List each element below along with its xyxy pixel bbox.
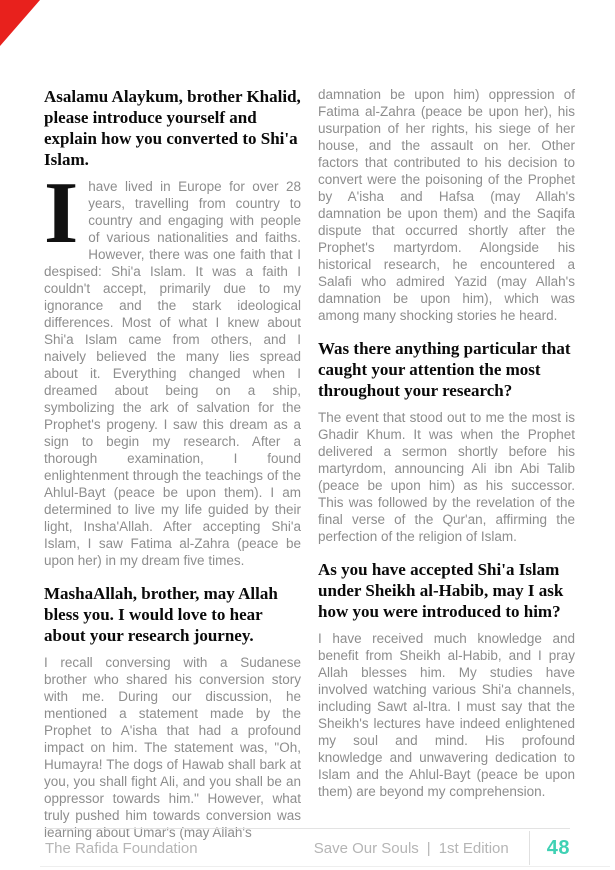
left-column <box>44 86 301 854</box>
question-3-heading: Was there anything particular that caught your attention the most throughout your research? <box>318 339 571 400</box>
footer <box>45 832 570 864</box>
answer-2-continued-paragraph: damnation be upon him) oppression of Fatima al-Zahra (peace be upon her), his usurpation of her rights, his siege of her house, and the assault on her. Other factors that contributed to his decision to convert were the poisoning of the Prophet by A'isha and Hafsa (may Allah's damnation be upon them) and the Saqifa dispute that occurred shortly after the Prophet's martyrdom. Alongside his historical research, he encountered a Salafi who admired Yazid (may Allah's damnation be upon him), which was among many shocking stories he heard. <box>318 87 575 323</box>
footer-edition: 1st Edition <box>438 839 509 857</box>
question-4-heading: As you have accepted Shi'a Islam under Sheikh al-Habib, may I ask how you were introduced to him? <box>318 560 564 621</box>
answer-3-paragraph: The event that stood out to me the most is Ghadir Khum. It was when the Prophet delivered a sermon shortly before his martyrdom, announcing Ali ibn Abi Talib (peace be upon him) as his successor. This was followed by the revelation of the final verse of the Qur'an, affirming the perfection of the religion of Islam. <box>318 410 575 544</box>
footer-publisher: The Rafida Foundation <box>45 839 198 857</box>
answer-2-paragraph: I recall conversing with a Sudanese brother who shared his conversion story with me. During our discussion, he mentioned a statement made by the Prophet to A'isha that had a profound impact on him. The statement was, "Oh, Humayra! The dogs of Hawab shall bark at you, you shall fight Ali, and you shall be an oppressor towards him." However, what truly pushed him towards conversion was learning about Umar's (may Allah's <box>44 655 301 840</box>
footer-magazine-title: Save Our Souls <box>313 839 419 857</box>
question-1-heading: Asalamu Alaykum, brother Khalid, please introduce yourself and explain how you converted to Shi'a Islam. <box>44 87 301 169</box>
answer-1-paragraph <box>44 165 301 569</box>
answer-4-paragraph: I have received much knowledge and benefit from Sheikh al-Habib, and I pray Allah blesses him. My studies have involved watching various Shi'a channels, including Sawt al-Itra. I must say that the Sheikh's lectures have indeed enlightened my soul and mind. His profound knowledge and unwavering dedication to Islam and the Ahlul-Bayt (peace be upon them) are beyond my comprehension. <box>318 631 575 799</box>
footer-right-group <box>314 831 570 865</box>
corner-accent-triangle <box>0 0 40 46</box>
page-number: 48 <box>546 836 570 859</box>
footer-separator: | <box>426 839 431 857</box>
question-2-heading: MashaAllah, brother, may Allah bless you. I would love to hear about your research journey. <box>44 584 278 645</box>
footer-vertical-divider <box>529 831 530 865</box>
answer-1-text: have lived in Europe for over 28 years, travelling from country to country and engaging with people of various nationalities and faiths. However, there was one faith that I despised: Shi'a Islam. It was a faith I couldn't accept, primarily due to my ignorance and the stark ideological differences. Most of what I knew about Shi'a Islam came from others, and I naively believed the many lies spread about it. Everything changed when I dreamed about being on a ship, symbolizing the ark of salvation for the Prophet's progeny. I saw this dream as a sign to begin my research. After a thorough examination, I found enlightenment through the teachings of the Ahlul-Bayt (peace be upon them). I am determined to live my life guided by their light, Insha'Allah. After accepting Shi'a Islam, I saw Fatima al-Zahra (peace be upon her) in my dream five times. <box>44 179 301 568</box>
dropcap-letter: I <box>44 165 79 262</box>
right-column <box>318 86 575 854</box>
article-body <box>44 86 575 854</box>
footer-top-rule <box>45 828 570 829</box>
page-bottom-rule <box>40 866 610 867</box>
